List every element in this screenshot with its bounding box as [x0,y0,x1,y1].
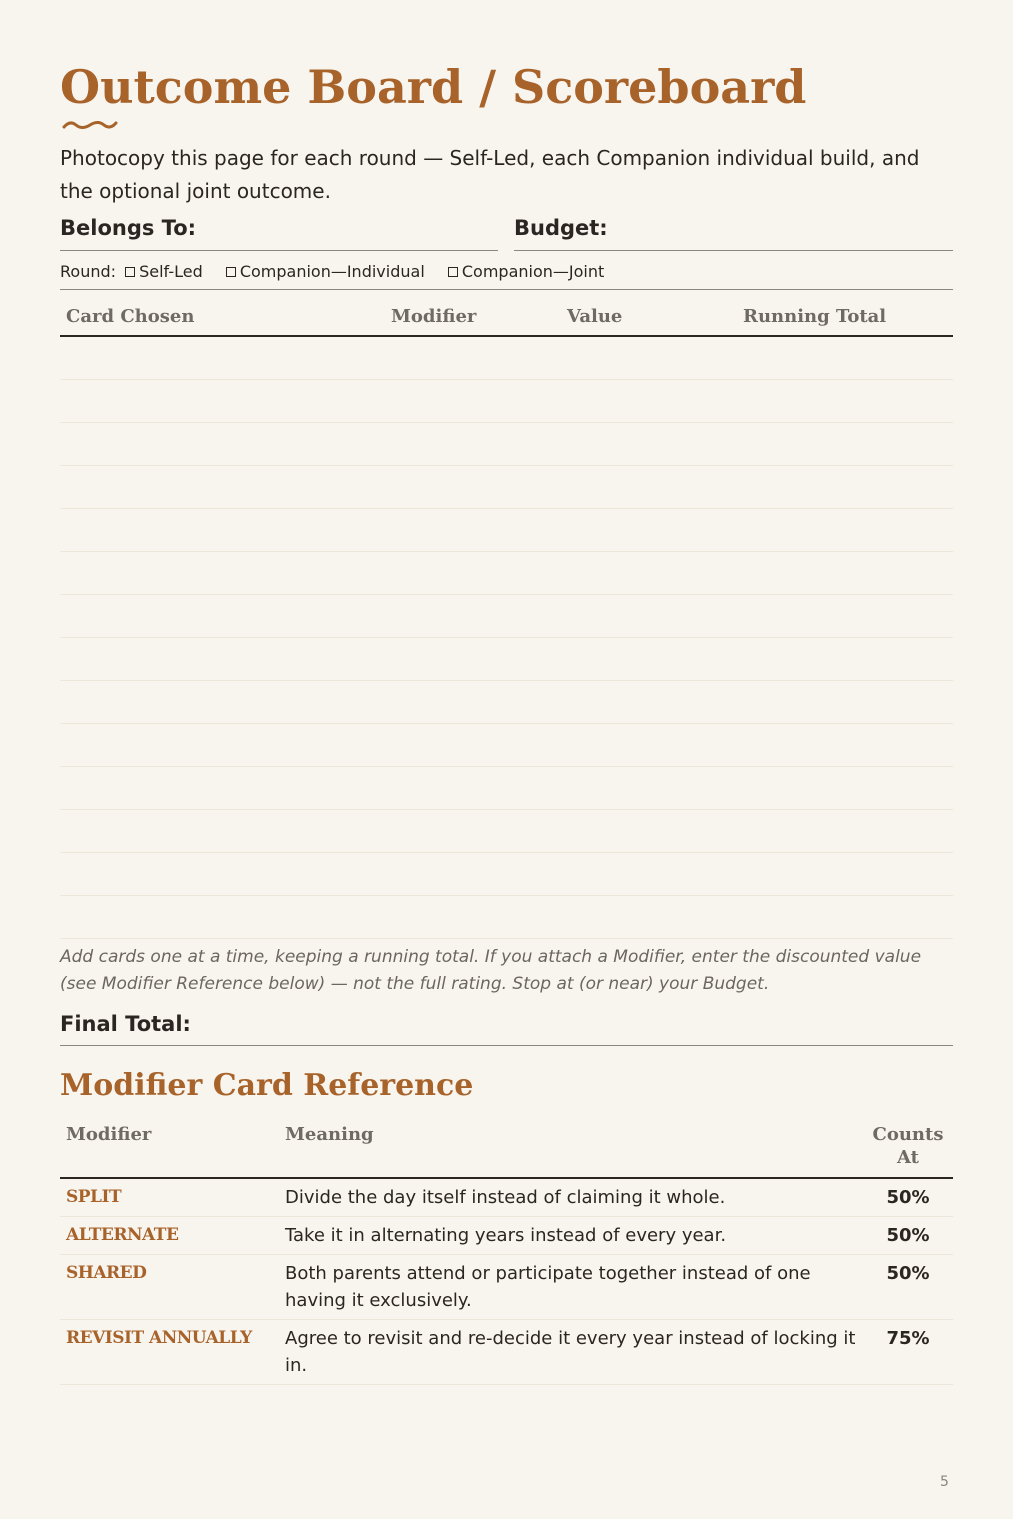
scoreboard-blank-row[interactable] [60,552,953,595]
page-title: Outcome Board / Scoreboard [60,60,807,114]
round-option-self-led[interactable]: Self-Led [121,262,203,281]
modifier-meaning: Divide the day itself instead of claiming it whole. [279,1178,863,1217]
column-modifier: Modifier [391,306,477,327]
scoreboard-blank-row[interactable] [60,638,953,681]
scoreboard-rows [60,337,953,939]
belongs-to-field[interactable] [60,216,498,251]
column-value: Value [567,306,623,327]
modifier-name: SPLIT [60,1178,279,1217]
scoreboard-blank-row[interactable] [60,896,953,939]
scoreboard-blank-row[interactable] [60,595,953,638]
intro-text: Photocopy this page for each round — Self-Led, each Companion individual build, and the optional joint outcome. [60,146,920,203]
scoreboard-blank-row[interactable] [60,423,953,466]
column-running-total: Running Total [743,306,887,327]
budget-field[interactable] [514,216,953,251]
round-selector [60,262,953,290]
page-number: 5 [940,1474,949,1490]
reference-row [60,1320,953,1385]
reference-col-meaning: Meaning [279,1121,863,1178]
reference-header-row [60,1121,953,1178]
scoreboard-blank-row[interactable] [60,810,953,853]
round-option-companion-individual[interactable]: Companion—Individual [222,262,425,281]
reference-row [60,1217,953,1255]
scoreboard-blank-row[interactable] [60,681,953,724]
modifier-percentage: 50% [863,1178,953,1217]
squiggle-divider-icon [62,119,118,131]
scoreboard-blank-row[interactable] [60,380,953,423]
scoreboard-blank-row[interactable] [60,724,953,767]
scoreboard-blank-row[interactable] [60,853,953,896]
checkbox-icon[interactable] [226,267,236,277]
checkbox-icon[interactable] [448,267,458,277]
scoreboard-blank-row[interactable] [60,767,953,810]
modifier-percentage: 50% [863,1255,953,1320]
reference-col-counts-at: Counts At [863,1121,953,1178]
instruction-note: Add cards one at a time, keeping a running total. If you attach a Modifier, enter the discounted value (see Modifier Reference below) — not the full rating. Stop at (or near) your Budget. [60,947,922,994]
reference-row [60,1178,953,1217]
scoreboard-blank-row[interactable] [60,509,953,552]
column-card-chosen: Card Chosen [66,306,195,327]
scoreboard-header [60,302,953,337]
modifier-meaning: Take it in alternating years instead of every year. [279,1217,863,1255]
modifier-reference-table [60,1121,953,1385]
modifier-name: REVISIT ANNUALLY [60,1320,279,1385]
reference-row [60,1255,953,1320]
modifier-name: ALTERNATE [60,1217,279,1255]
final-total-label: Final Total: [60,1012,191,1036]
modifier-percentage: 75% [863,1320,953,1385]
modifier-meaning: Both parents attend or participate together instead of one having it exclusively. [279,1255,863,1320]
belongs-to-label: Belongs To: [60,216,197,240]
reference-title: Modifier Card Reference [60,1068,474,1103]
modifier-meaning: Agree to revisit and re-decide it every year instead of locking it in. [279,1320,863,1385]
round-label: Round: [60,262,117,281]
scoreboard-blank-row[interactable] [60,337,953,380]
reference-col-modifier: Modifier [60,1121,279,1178]
round-option-companion-joint[interactable]: Companion—Joint [444,262,604,281]
modifier-name: SHARED [60,1255,279,1320]
checkbox-icon[interactable] [125,267,135,277]
final-total-field[interactable] [60,1012,953,1046]
scoreboard-blank-row[interactable] [60,466,953,509]
modifier-percentage: 50% [863,1217,953,1255]
budget-label: Budget: [514,216,608,240]
